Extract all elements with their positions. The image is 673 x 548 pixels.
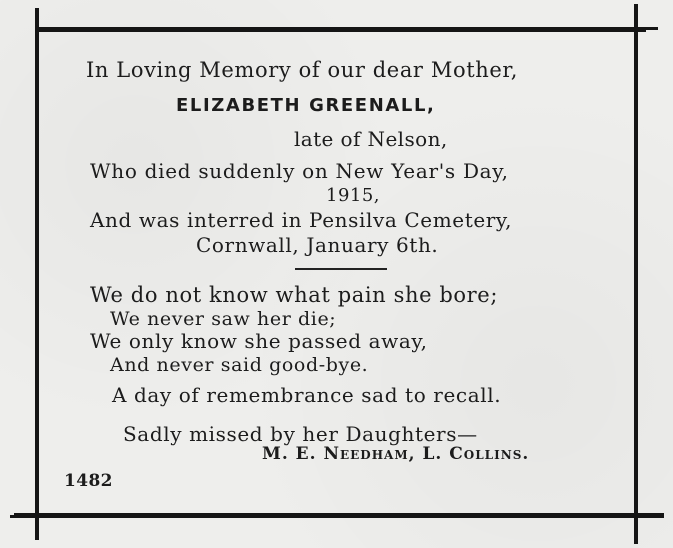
border-bottom-rule <box>14 513 664 518</box>
sadly-missed-line: Sadly missed by her Daughters— <box>123 422 478 446</box>
death-line: Who died suddenly on New Year's Day, <box>90 159 509 183</box>
signatory-surname: Collins <box>449 444 523 464</box>
deceased-name: ELIZABETH GREENALL, <box>176 95 436 116</box>
verse-line: We do not know what pain she bore; <box>90 283 499 307</box>
interment-place-date: Cornwall, January 6th. <box>196 233 439 257</box>
signatory-surname: Needham <box>323 444 409 464</box>
verse-line: And never said good-bye. <box>110 354 369 376</box>
interment-line: And was interred in Pensilva Cemetery, <box>90 208 513 232</box>
reference-number: 1482 <box>64 471 113 491</box>
remembrance-line: A day of remembrance sad to recall. <box>112 383 502 407</box>
section-divider <box>295 268 387 270</box>
border-right-rule <box>634 4 638 544</box>
signatory-suffix: . <box>522 444 530 464</box>
death-year: 1915, <box>326 185 381 206</box>
border-left-rule <box>35 8 39 540</box>
border-top-rule <box>38 27 646 32</box>
verse-line: We never saw her die; <box>110 308 337 330</box>
signatory-separator: , L. <box>408 444 450 464</box>
deceased-residence: late of Nelson, <box>294 127 448 151</box>
signatories <box>262 446 529 463</box>
border-corner-mark <box>636 27 658 30</box>
memorial-heading: In Loving Memory of our dear Mother, <box>86 58 518 82</box>
verse-line: We only know she passed away, <box>90 329 428 353</box>
border-corner-mark <box>10 515 40 518</box>
signatory-initials: M. E. <box>262 444 324 464</box>
